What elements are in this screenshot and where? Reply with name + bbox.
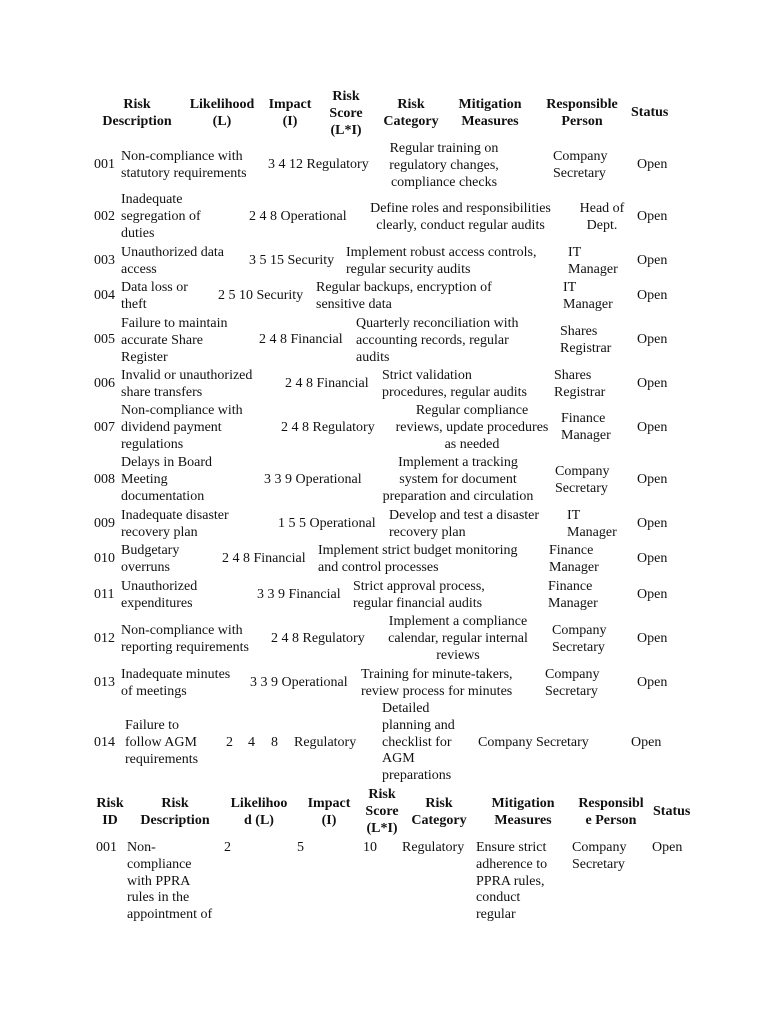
header-risk-description: Risk Description bbox=[102, 97, 172, 129]
impact-value: 4 bbox=[248, 735, 255, 750]
mitigation-measures: Implement robust access controls, regular security audits bbox=[346, 245, 537, 277]
mitigation-measures: Strict validation procedures, regular audits bbox=[382, 368, 527, 400]
risk-description: Non-compliance with statutory requirements bbox=[121, 149, 247, 181]
responsible-person: Company Secretary bbox=[478, 735, 589, 750]
risk-description: Unauthorized expenditures bbox=[121, 579, 198, 611]
responsible-person: IT Manager bbox=[563, 280, 613, 312]
risk-id: 012 bbox=[94, 631, 115, 646]
risk-values: 2 4 8 Financial bbox=[259, 332, 343, 347]
header-likelihood: Likelihoo d (L) bbox=[230, 796, 288, 828]
status-badge: Open bbox=[637, 675, 668, 690]
header-status: Status bbox=[631, 105, 669, 120]
risk-id: 010 bbox=[94, 551, 115, 566]
status-badge: Open bbox=[637, 420, 668, 435]
likelihood-value: 2 bbox=[226, 735, 233, 750]
risk-description: Inadequate segregation of duties bbox=[121, 192, 201, 241]
risk-description: Budgetary overruns bbox=[121, 543, 180, 575]
risk-description: Invalid or unauthorized share transfers bbox=[121, 368, 253, 400]
risk-description: Inadequate minutes of meetings bbox=[121, 667, 231, 699]
responsible-person: IT Manager bbox=[568, 245, 618, 277]
mitigation-measures: Quarterly reconciliation with accounting records, regular audits bbox=[356, 316, 519, 365]
mitigation-measures: Develop and test a disaster recovery plan bbox=[389, 508, 540, 540]
status-badge: Open bbox=[637, 288, 668, 303]
impact-value: 5 bbox=[297, 840, 304, 855]
responsible-person: IT Manager bbox=[567, 508, 617, 540]
mitigation-measures: Implement a compliance calendar, regular internal reviews bbox=[388, 614, 528, 663]
header-mitigation: Mitigation Measures bbox=[458, 97, 522, 129]
risk-description: Inadequate disaster recovery plan bbox=[121, 508, 229, 540]
risk-id: 004 bbox=[94, 288, 115, 303]
header-risk-category: Risk Category bbox=[411, 796, 467, 828]
status-badge: Open bbox=[637, 631, 668, 646]
status-badge: Open bbox=[637, 376, 668, 391]
risk-values: 2 4 8 Financial bbox=[222, 551, 306, 566]
risk-id: 014 bbox=[94, 735, 115, 750]
risk-description: Failure to follow AGM requirements bbox=[125, 718, 199, 767]
risk-id: 005 bbox=[94, 332, 115, 347]
responsible-person: Company Secretary bbox=[555, 464, 610, 496]
risk-values: 2 4 8 Financial bbox=[285, 376, 369, 391]
risk-category: Regulatory bbox=[294, 735, 357, 750]
risk-values: 2 4 8 Operational bbox=[249, 209, 347, 224]
risk-score-value: 8 bbox=[271, 735, 278, 750]
status-badge: Open bbox=[631, 735, 662, 750]
header-risk-description: Risk Description bbox=[140, 796, 210, 828]
header-status: Status bbox=[653, 804, 691, 819]
risk-values: 3 3 9 Operational bbox=[250, 675, 348, 690]
risk-values: 3 3 9 Operational bbox=[264, 472, 362, 487]
likelihood-value: 2 bbox=[224, 840, 231, 855]
responsible-person: Shares Registrar bbox=[560, 324, 612, 356]
risk-values: 1 5 5 Operational bbox=[278, 516, 376, 531]
header-responsible: Responsibl e Person bbox=[578, 796, 644, 828]
mitigation-measures: Detailed planning and checklist for AGM preparations bbox=[382, 701, 455, 784]
risk-description: Unauthorized data access bbox=[121, 245, 225, 277]
risk-description: Non-compliance with reporting requirements bbox=[121, 623, 249, 655]
risk-score-value: 10 bbox=[363, 840, 377, 855]
mitigation-measures: Strict approval process, regular financial audits bbox=[353, 579, 485, 611]
header-impact: Impact (I) bbox=[307, 796, 351, 828]
mitigation-measures: Ensure strict adherence to PPRA rules, conduct regular bbox=[476, 840, 548, 923]
responsible-person: Company Secretary bbox=[553, 149, 608, 181]
risk-description: Data loss or theft bbox=[121, 280, 188, 312]
risk-values: 3 3 9 Financial bbox=[257, 587, 341, 602]
risk-values: 3 5 15 Security bbox=[249, 253, 335, 268]
risk-category: Regulatory bbox=[402, 840, 465, 855]
risk-id: 001 bbox=[96, 840, 117, 855]
risk-description: Delays in Board Meeting documentation bbox=[121, 455, 212, 504]
status-badge: Open bbox=[637, 587, 668, 602]
risk-id: 008 bbox=[94, 472, 115, 487]
risk-values: 2 4 8 Regulatory bbox=[281, 420, 375, 435]
risk-description: Failure to maintain accurate Share Register bbox=[121, 316, 228, 365]
risk-id: 006 bbox=[94, 376, 115, 391]
header-likelihood: Likelihood (L) bbox=[189, 97, 255, 129]
header-risk-category: Risk Category bbox=[383, 97, 439, 129]
status-badge: Open bbox=[637, 516, 668, 531]
risk-description: Non- compliance with PPRA rules in the appointment of bbox=[127, 840, 213, 923]
risk-description: Non-compliance with dividend payment regulations bbox=[121, 403, 243, 452]
status-badge: Open bbox=[637, 551, 668, 566]
responsible-person: Head of Dept. bbox=[579, 201, 625, 233]
risk-id: 002 bbox=[94, 209, 115, 224]
mitigation-measures: Regular compliance reviews, update procedures as needed bbox=[395, 403, 549, 452]
header-impact: Impact (I) bbox=[268, 97, 312, 129]
responsible-person: Company Secretary bbox=[545, 667, 600, 699]
risk-id: 011 bbox=[94, 587, 115, 602]
risk-id: 001 bbox=[94, 157, 115, 172]
risk-values: 2 4 8 Regulatory bbox=[271, 631, 365, 646]
mitigation-measures: Define roles and responsibilities clearly, conduct regular audits bbox=[370, 201, 551, 233]
header-risk-id: Risk ID bbox=[96, 796, 124, 828]
status-badge: Open bbox=[637, 332, 668, 347]
header-risk-score: Risk Score (L*I) bbox=[365, 787, 399, 836]
mitigation-measures: Training for minute-takers, review process for minutes bbox=[361, 667, 513, 699]
risk-values: 2 5 10 Security bbox=[218, 288, 304, 303]
status-badge: Open bbox=[637, 253, 668, 268]
responsible-person: Finance Manager bbox=[549, 543, 599, 575]
responsible-person: Finance Manager bbox=[561, 411, 611, 443]
header-mitigation: Mitigation Measures bbox=[491, 796, 555, 828]
risk-id: 009 bbox=[94, 516, 115, 531]
header-responsible: Responsible Person bbox=[546, 97, 618, 129]
mitigation-measures: Regular backups, encryption of sensitive data bbox=[316, 280, 492, 312]
responsible-person: Company Secretary bbox=[572, 840, 627, 872]
responsible-person: Shares Registrar bbox=[554, 368, 606, 400]
status-badge: Open bbox=[637, 472, 668, 487]
status-badge: Open bbox=[652, 840, 683, 855]
risk-id: 013 bbox=[94, 675, 115, 690]
mitigation-measures: Regular training on regulatory changes, compliance checks bbox=[389, 141, 499, 190]
status-badge: Open bbox=[637, 209, 668, 224]
risk-values: 3 4 12 Regulatory bbox=[268, 157, 369, 172]
mitigation-measures: Implement a tracking system for document preparation and circulation bbox=[382, 455, 534, 504]
responsible-person: Company Secretary bbox=[552, 623, 607, 655]
header-risk-score: Risk Score (L*I) bbox=[329, 89, 363, 138]
mitigation-measures: Implement strict budget monitoring and control processes bbox=[318, 543, 518, 575]
risk-id: 007 bbox=[94, 420, 115, 435]
responsible-person: Finance Manager bbox=[548, 579, 598, 611]
status-badge: Open bbox=[637, 157, 668, 172]
risk-id: 003 bbox=[94, 253, 115, 268]
